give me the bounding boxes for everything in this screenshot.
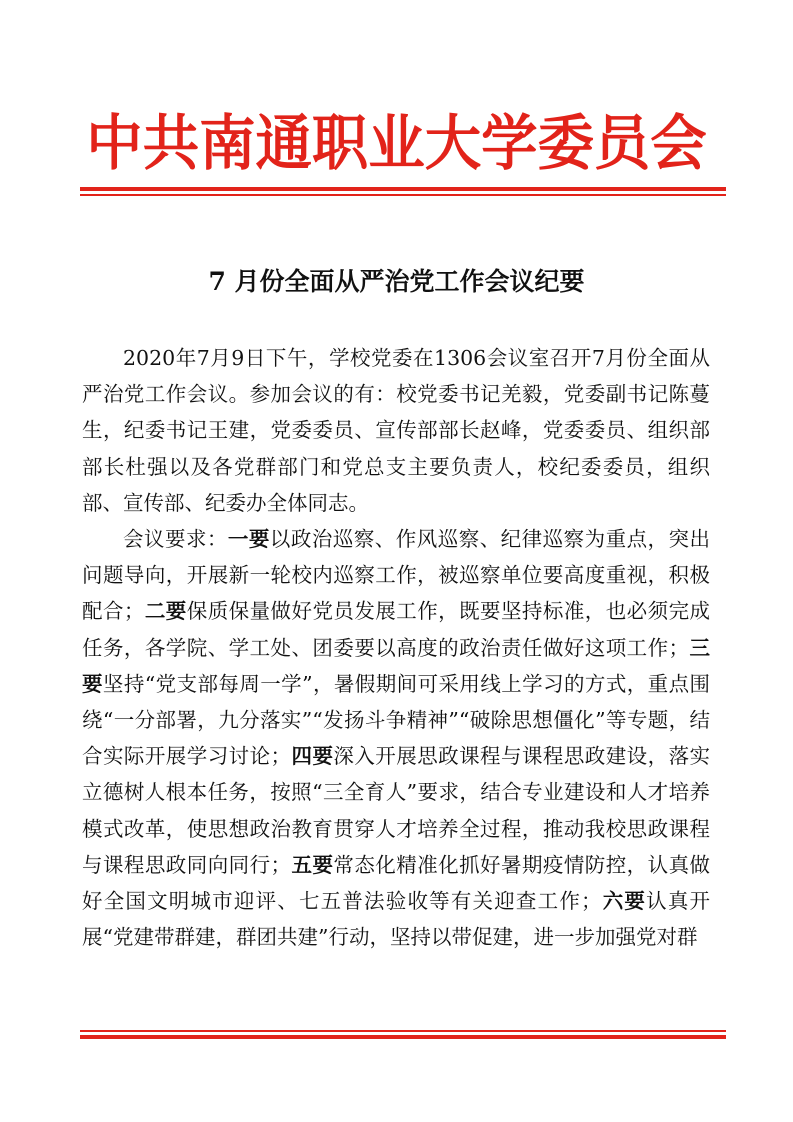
header-rule-thin xyxy=(80,194,726,196)
header-rule-thick xyxy=(80,187,726,191)
requirement-1-text: 以政治巡察、作风巡察、纪律巡察为重点，突出问题导向，开展新一轮校内巡察工作，被巡察单位要高度重视，积极配合； xyxy=(82,527,711,624)
requirement-4-keyword: 四要 xyxy=(291,744,334,769)
requirements-intro: 会议要求： xyxy=(123,527,228,552)
requirement-2-keyword: 二要 xyxy=(144,599,187,624)
document-title: 7 月份全面从严治党工作会议纪要 xyxy=(208,267,585,296)
requirement-3-keyword: 三要 xyxy=(82,635,711,696)
requirement-5-keyword: 五要 xyxy=(291,852,334,877)
requirement-4-text: 深入开展思政课程与课程思政建设，落实立德树人根本任务，按照“三全育人”要求，结合专业建设和人才培养模式改革，使思想政治教育贯穿人才培养全过程，推动我校思政课程与课程思政同向同行； xyxy=(82,744,711,877)
org-header-title: 中共南通职业大学委员会 xyxy=(86,109,707,179)
requirement-6-keyword: 六要 xyxy=(601,889,647,914)
paragraph-requirements xyxy=(82,521,710,955)
footer-rule-thin xyxy=(80,1030,726,1032)
requirement-1-keyword: 一要 xyxy=(227,527,270,552)
requirement-2-text: 保质保量做好党员发展工作，既要坚持标准，也必须完成任务，各学院、学工处、团委要以高度的政治责任做好这项工作； xyxy=(82,599,711,660)
document-body xyxy=(82,340,710,955)
footer-rule-thick xyxy=(80,1035,726,1039)
requirement-6-text: 认真开展“党建带群建，群团共建”行动，坚持以带促建，进一步加强党对群 xyxy=(82,889,711,950)
requirement-5-text: 常态化精准化抓好暑期疫情防控，认真做好全国文明城市迎评、七五普法验收等有关迎查工作； xyxy=(82,852,711,914)
requirement-3-text: 坚持“党支部每周一学”，暑假期间可采用线上学习的方式，重点围绕“一分部署，九分落实”“发扬斗争精神”“破除思想僵化”等专题，结合实际开展学习讨论； xyxy=(82,671,710,769)
paragraph-attendees: 2020年7月9日下午，学校党委在1306会议室召开7月份全面从严治党工作会议。参加会议的有：校党委书记羌毅，党委副书记陈蔓生，纪委书记王建，党委委员、宣传部部长赵峰，党委委员、组织部部长杜强以及各党群部门和党总支主要负责人，校纪委委员，组织部、宣传部、纪委办全体同志。 xyxy=(82,346,710,515)
